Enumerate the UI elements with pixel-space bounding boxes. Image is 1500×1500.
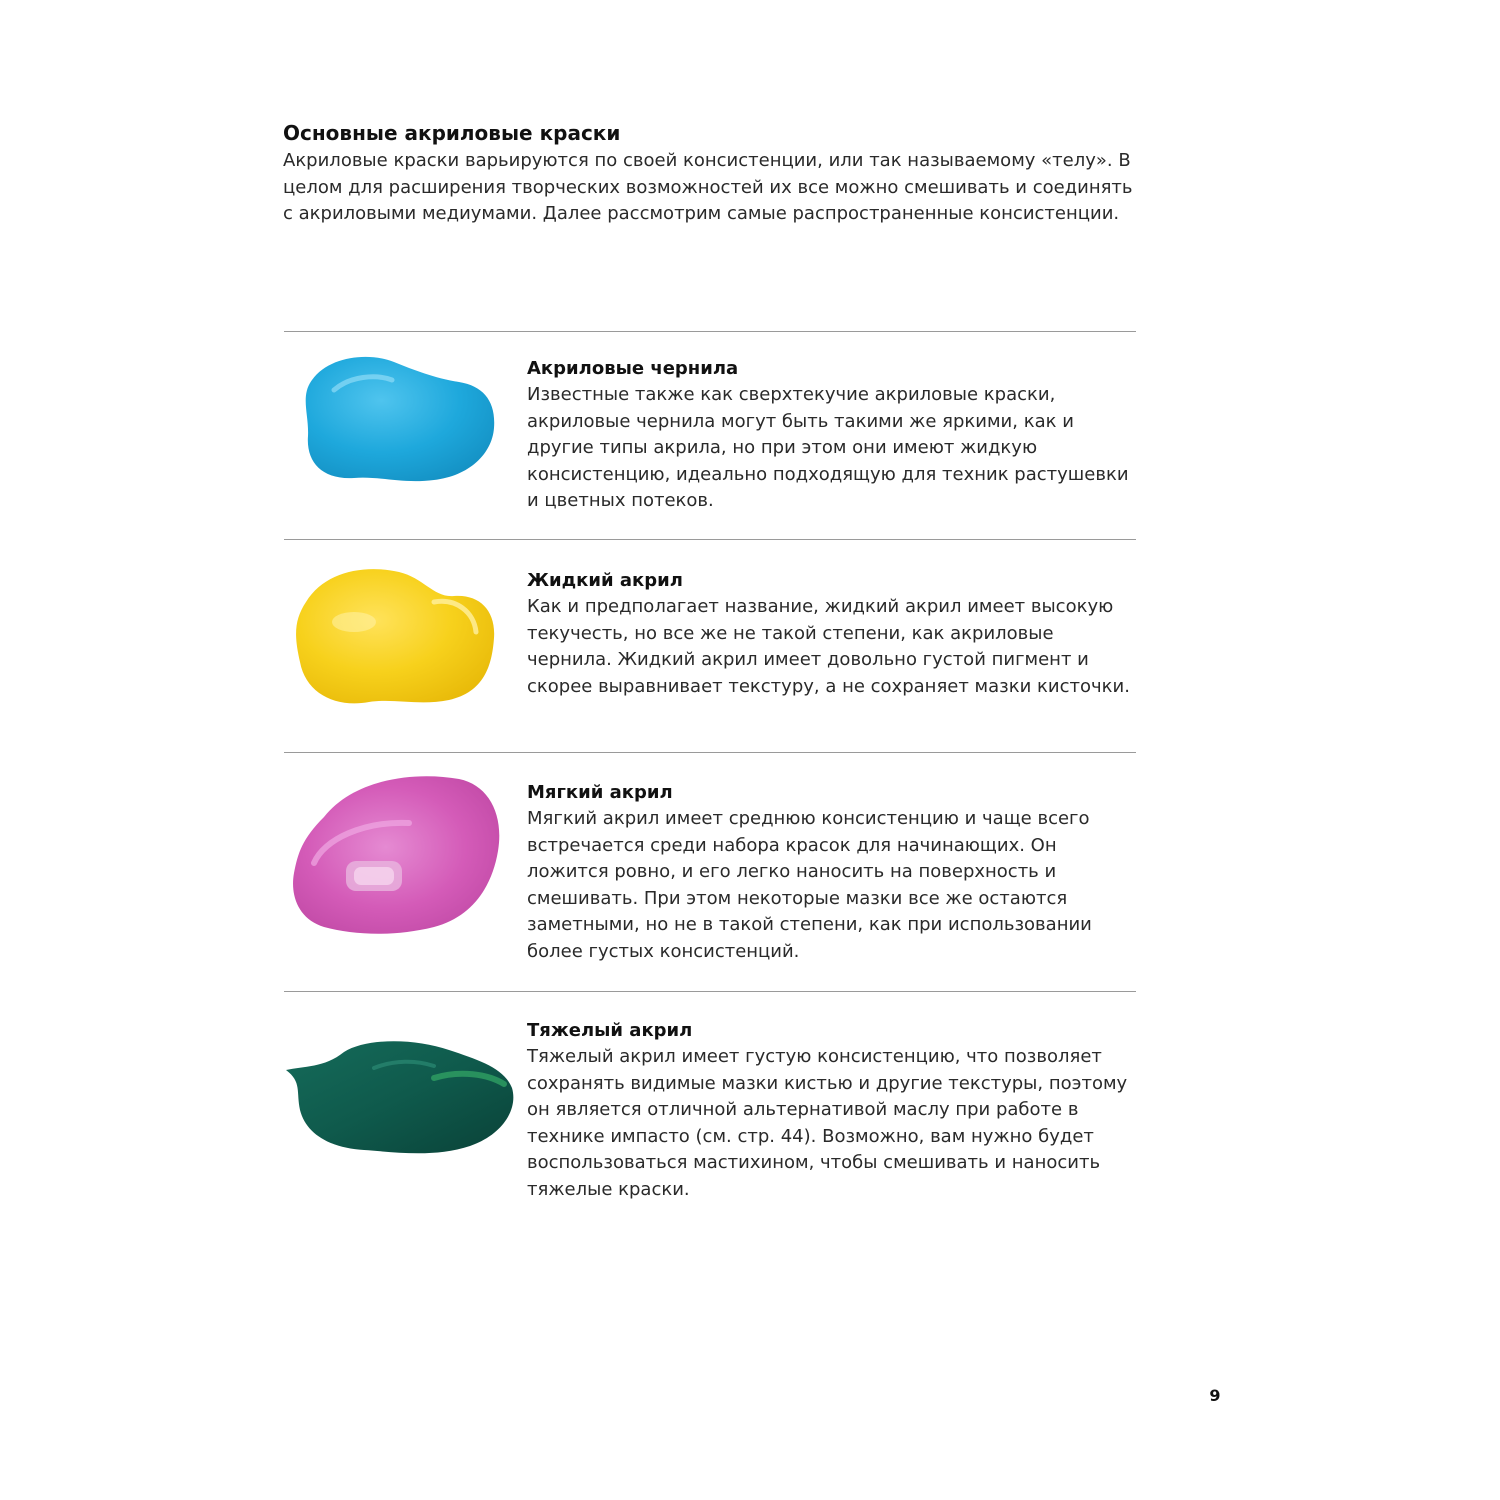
yellow-paint-swatch xyxy=(284,562,509,712)
intro-section xyxy=(283,118,1143,228)
intro-paragraph: Акриловые краски варьируются по своей консистенции, или так называемому «телу». В целом для расширения творческих возможностей их все можно смешивать и соединять с акриловыми медиумами. Далее рассмотрим самые распространенные консистенции. xyxy=(283,150,1133,224)
entry-description: Как и предполагает название, жидкий акрил имеет высокую текучесть, но все же не такой степени, как акриловые чернила. Жидкий акрил имеет довольно густой пигмент и скорее выравнивает текстуру, а не сохраняет мазки кисточки. xyxy=(527,596,1130,697)
entry-soft-acrylic xyxy=(284,753,1136,991)
green-paint-swatch xyxy=(284,1038,516,1160)
section-heading: Основные акриловые краски xyxy=(283,121,621,145)
entry-text xyxy=(527,779,1137,965)
blue-paint-swatch xyxy=(284,350,504,490)
entry-heavy-acrylic xyxy=(284,992,1136,1222)
pink-paint-swatch xyxy=(284,767,509,939)
entry-description: Мягкий акрил имеет среднюю консистенцию и чаще всего встречается среди набора красок для начинающих. Он ложится ровно, и его легко наносить на поверхность и смешивать. При этом некоторые мазки все же остаются заметными, но не в такой степени, как при использовании более густых консистенций. xyxy=(527,808,1092,962)
entry-text xyxy=(527,355,1137,515)
entry-heading: Акриловые чернила xyxy=(527,358,739,379)
entry-description: Тяжелый акрил имеет густую консистенцию, что позволяет сохранять видимые мазки кистью и другие текстуры, поэтому он является отличной альтернативой маслу при работе в технике импасто (см. стр. 44). Возможно, вам нужно будет воспользоваться мастихином, чтобы смешивать и наносить тяжелые краски. xyxy=(527,1046,1128,1200)
entry-text xyxy=(527,567,1137,700)
entry-heading: Жидкий акрил xyxy=(527,570,683,591)
entry-heading: Мягкий акрил xyxy=(527,782,673,803)
page-number: 9 xyxy=(1209,1386,1221,1405)
entry-acrylic-ink xyxy=(284,332,1136,539)
entry-description: Известные также как сверхтекучие акриловые краски, акриловые чернила могут быть такими же яркими, как и другие типы акрила, но при этом они имеют жидкую консистенцию, идеально подходящую для техник растушевки и цветных потеков. xyxy=(527,384,1129,511)
entry-heading: Тяжелый акрил xyxy=(527,1020,693,1041)
entry-text xyxy=(527,1017,1137,1203)
entry-fluid-acrylic xyxy=(284,540,1136,752)
